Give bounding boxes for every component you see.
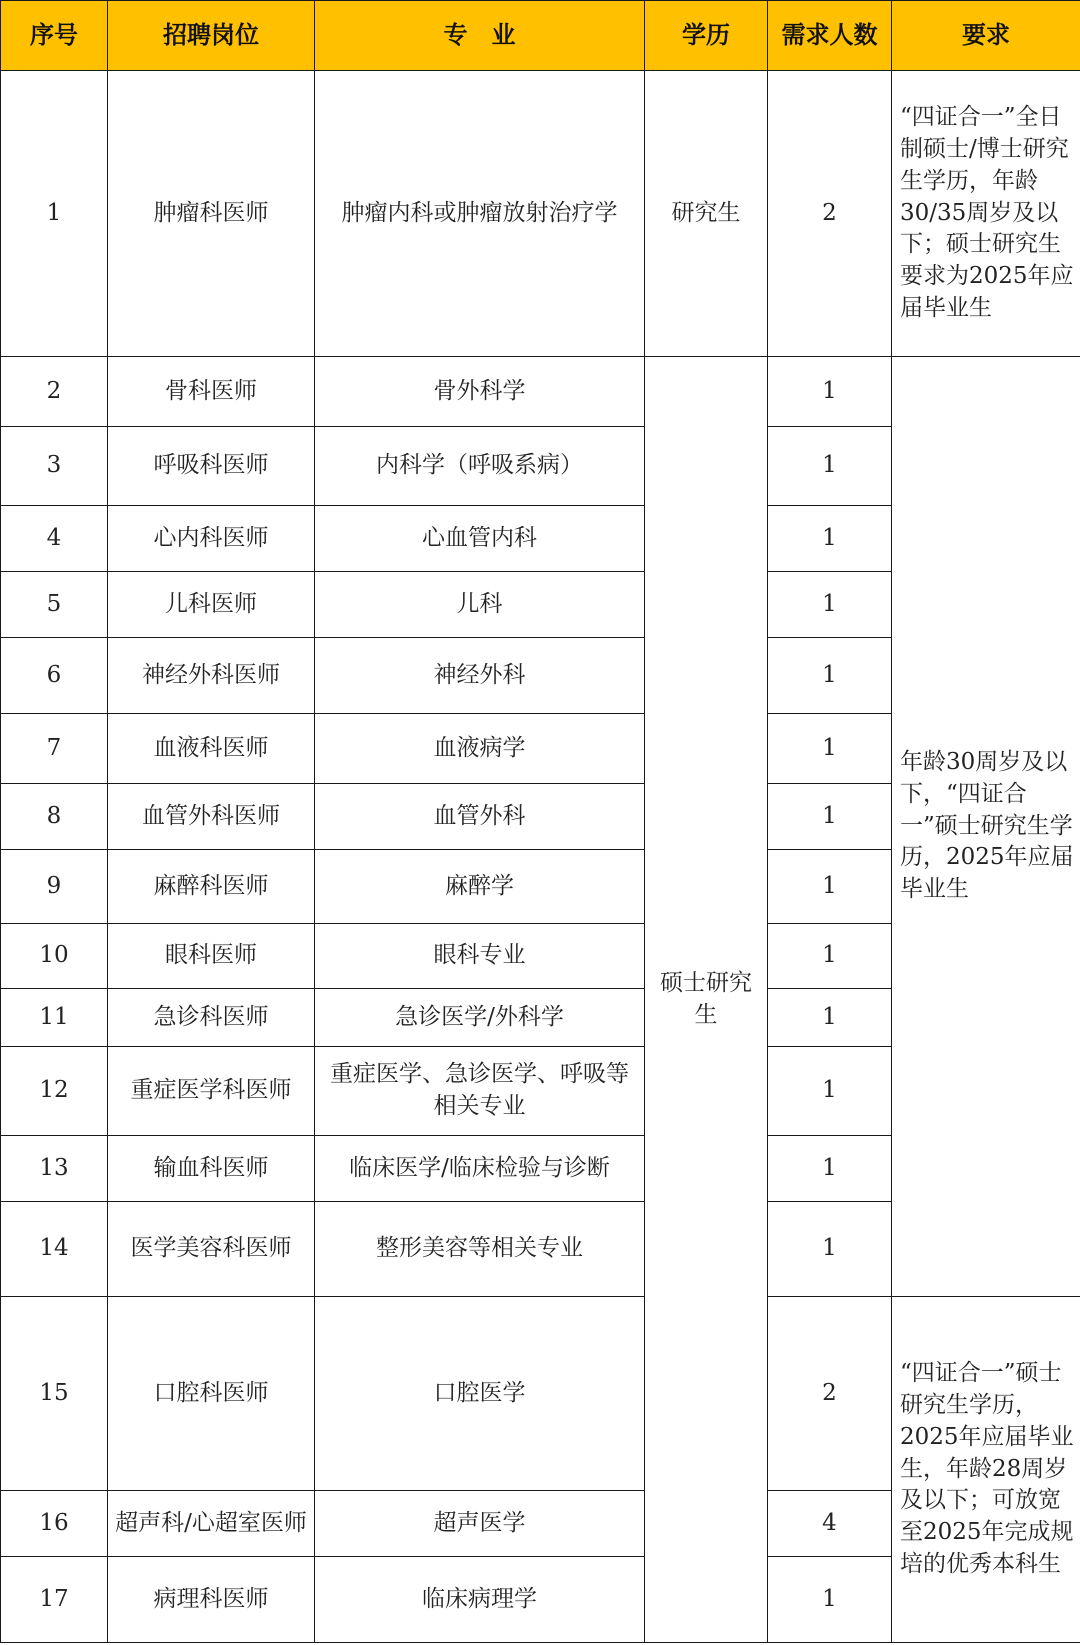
cell-major: 临床医学/临床检验与诊断 — [315, 1136, 645, 1202]
header-position: 招聘岗位 — [108, 1, 315, 71]
table-row — [1, 71, 1080, 357]
cell-position: 血液科医师 — [108, 714, 315, 784]
cell-major: 超声医学 — [315, 1491, 645, 1557]
cell-count: 1 — [768, 638, 892, 714]
cell-index: 15 — [1, 1297, 108, 1491]
header-major: 专 业 — [315, 1, 645, 71]
cell-count: 1 — [768, 784, 892, 850]
cell-education: 研究生 — [645, 71, 768, 357]
header-count: 需求人数 — [768, 1, 892, 71]
cell-position: 医学美容科医师 — [108, 1202, 315, 1297]
cell-position: 神经外科医师 — [108, 638, 315, 714]
cell-position: 病理科医师 — [108, 1557, 315, 1643]
cell-position: 肿瘤科医师 — [108, 71, 315, 357]
cell-index: 9 — [1, 850, 108, 924]
cell-index: 17 — [1, 1557, 108, 1643]
header-education: 学历 — [645, 1, 768, 71]
cell-index: 8 — [1, 784, 108, 850]
cell-major: 骨外科学 — [315, 357, 645, 427]
cell-count: 1 — [768, 989, 892, 1047]
cell-education-merged: 硕士研究生 — [645, 357, 768, 1643]
cell-index: 13 — [1, 1136, 108, 1202]
table-row — [1, 1297, 1080, 1491]
cell-index: 4 — [1, 506, 108, 572]
cell-major: 麻醉学 — [315, 850, 645, 924]
cell-major: 心血管内科 — [315, 506, 645, 572]
cell-count: 1 — [768, 357, 892, 427]
cell-count: 2 — [768, 1297, 892, 1491]
cell-index: 5 — [1, 572, 108, 638]
cell-position: 骨科医师 — [108, 357, 315, 427]
header-row — [1, 1, 1080, 71]
cell-count: 1 — [768, 506, 892, 572]
cell-major: 口腔医学 — [315, 1297, 645, 1491]
cell-major: 儿科 — [315, 572, 645, 638]
cell-index: 2 — [1, 357, 108, 427]
cell-major: 整形美容等相关专业 — [315, 1202, 645, 1297]
header-index: 序号 — [1, 1, 108, 71]
cell-position: 心内科医师 — [108, 506, 315, 572]
cell-index: 11 — [1, 989, 108, 1047]
cell-position: 眼科医师 — [108, 924, 315, 989]
cell-count: 1 — [768, 427, 892, 506]
header-requirement: 要求 — [892, 1, 1080, 71]
cell-index: 14 — [1, 1202, 108, 1297]
cell-position: 血管外科医师 — [108, 784, 315, 850]
cell-count: 1 — [768, 572, 892, 638]
cell-count: 4 — [768, 1491, 892, 1557]
cell-position: 超声科/心超室医师 — [108, 1491, 315, 1557]
cell-major: 血液病学 — [315, 714, 645, 784]
cell-count: 1 — [768, 1047, 892, 1136]
cell-major: 临床病理学 — [315, 1557, 645, 1643]
cell-index: 16 — [1, 1491, 108, 1557]
cell-position: 输血科医师 — [108, 1136, 315, 1202]
cell-index: 3 — [1, 427, 108, 506]
cell-major: 肿瘤内科或肿瘤放射治疗学 — [315, 71, 645, 357]
cell-count: 1 — [768, 1557, 892, 1643]
cell-count: 1 — [768, 1202, 892, 1297]
cell-major: 急诊医学/外科学 — [315, 989, 645, 1047]
cell-major: 眼科专业 — [315, 924, 645, 989]
cell-count: 1 — [768, 924, 892, 989]
cell-requirement: “四证合一”全日制硕士/博士研究生学历，年龄30/35周岁及以下；硕士研究生要求为2025年应届毕业生 — [892, 71, 1080, 357]
cell-major: 内科学（呼吸系病） — [315, 427, 645, 506]
cell-index: 10 — [1, 924, 108, 989]
table-row — [1, 357, 1080, 427]
cell-index: 7 — [1, 714, 108, 784]
cell-position: 口腔科医师 — [108, 1297, 315, 1491]
cell-position: 呼吸科医师 — [108, 427, 315, 506]
cell-major: 重症医学、急诊医学、呼吸等相关专业 — [315, 1047, 645, 1136]
cell-position: 麻醉科医师 — [108, 850, 315, 924]
cell-count: 2 — [768, 71, 892, 357]
cell-index: 12 — [1, 1047, 108, 1136]
cell-position: 重症医学科医师 — [108, 1047, 315, 1136]
cell-count: 1 — [768, 714, 892, 784]
cell-index: 1 — [1, 71, 108, 357]
cell-requirement-merged: “四证合一”硕士研究生学历，2025年应届毕业生，年龄28周岁及以下；可放宽至2025年完成规培的优秀本科生 — [892, 1297, 1080, 1643]
cell-count: 1 — [768, 1136, 892, 1202]
cell-index: 6 — [1, 638, 108, 714]
cell-major: 神经外科 — [315, 638, 645, 714]
cell-major: 血管外科 — [315, 784, 645, 850]
cell-count: 1 — [768, 850, 892, 924]
cell-position: 急诊科医师 — [108, 989, 315, 1047]
cell-position: 儿科医师 — [108, 572, 315, 638]
cell-requirement-merged: 年龄30周岁及以下，“四证合一”硕士研究生学历，2025年应届毕业生 — [892, 357, 1080, 1297]
